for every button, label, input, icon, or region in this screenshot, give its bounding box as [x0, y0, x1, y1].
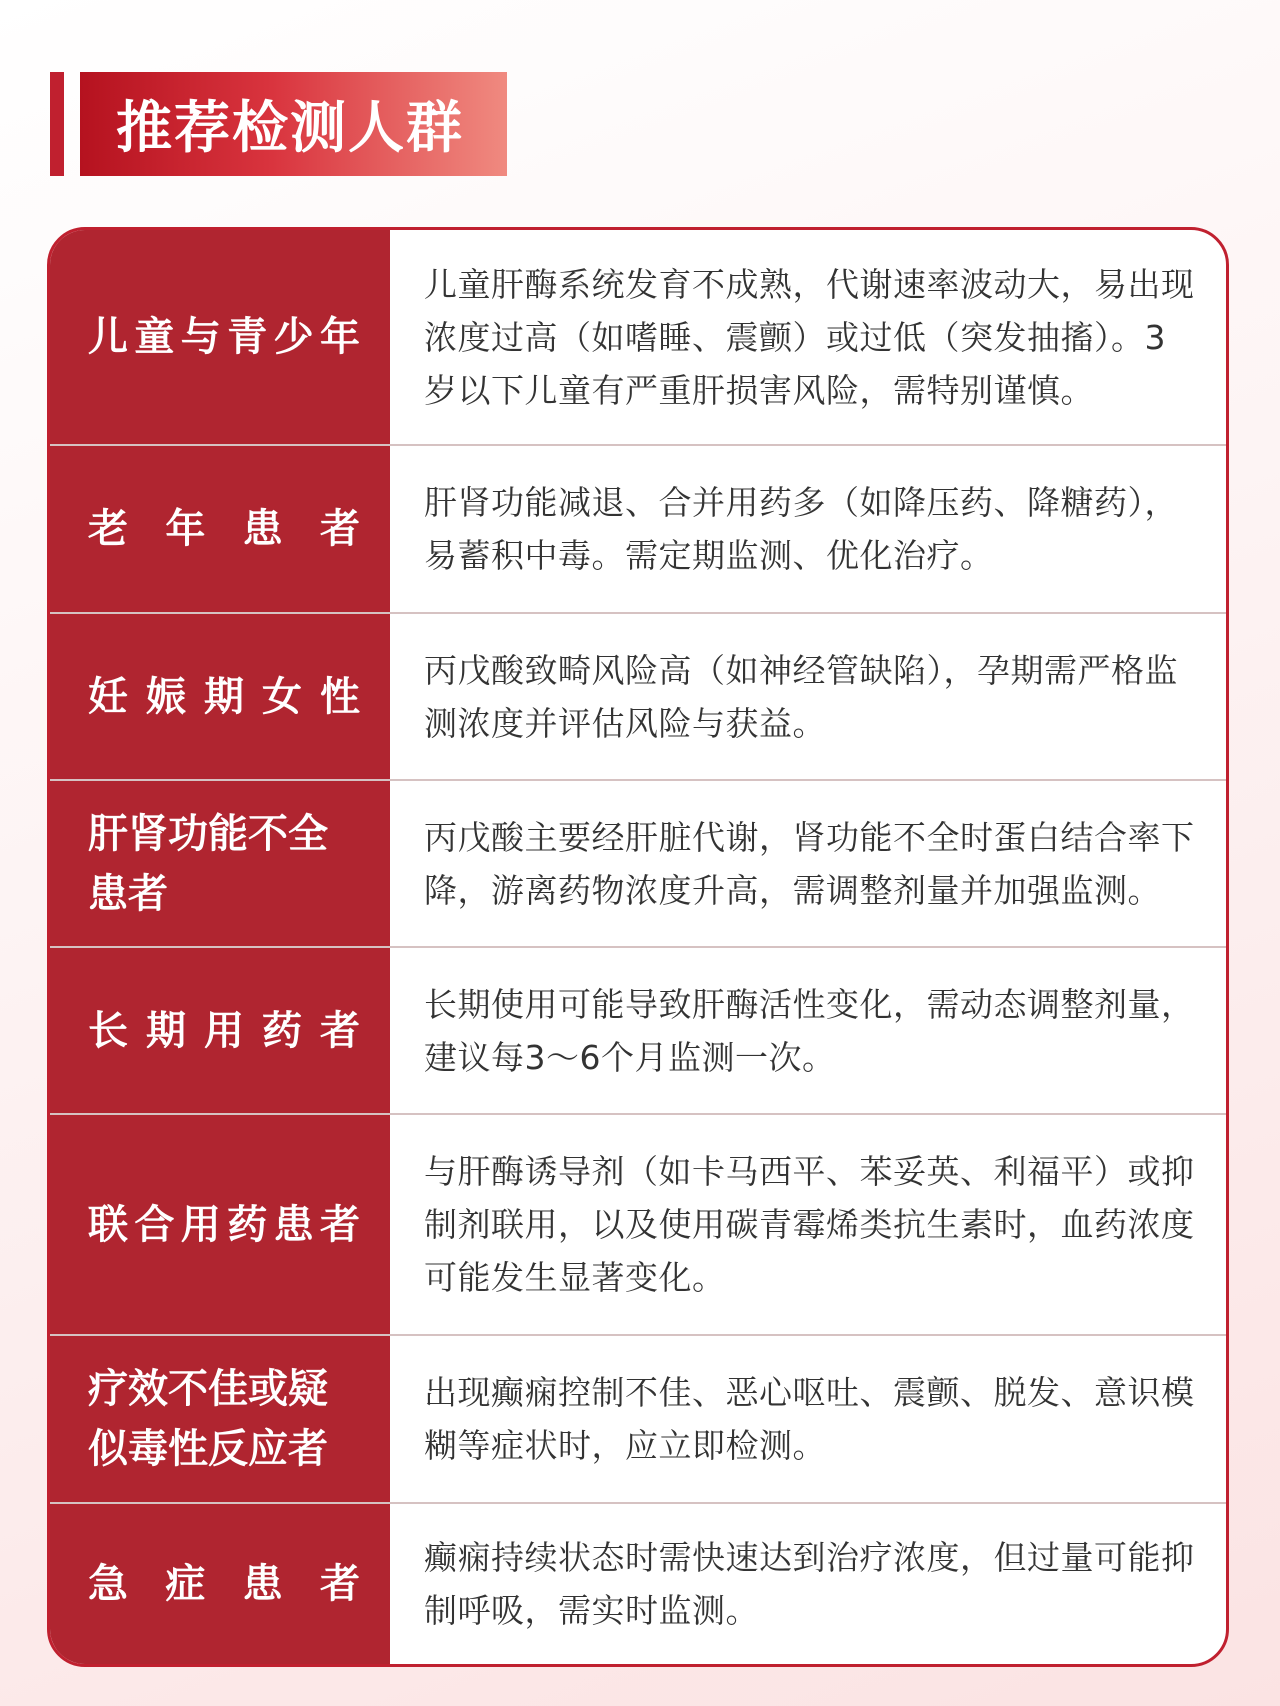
description-cell [390, 1115, 1226, 1334]
description-cell [390, 1336, 1226, 1502]
group-cell [50, 1115, 390, 1334]
group-label: 疗效不佳或疑似毒性反应者 [88, 1366, 328, 1472]
group-label: 联合用药患者 [88, 1201, 360, 1248]
group-cell [50, 1336, 390, 1502]
group-cell [50, 1504, 390, 1664]
group-cell [50, 446, 390, 612]
group-description: 出现癫痫控制不佳、恶心呕吐、震颤、脱发、意识模糊等症状时，应立即检测。 [424, 1373, 1195, 1465]
group-description: 丙戊酸主要经肝脏代谢，肾功能不全时蛋白结合率下降，游离药物浓度升高，需调整剂量并加强监测。 [424, 817, 1195, 910]
header-banner [80, 72, 507, 176]
group-cell [50, 948, 390, 1113]
group-label: 儿童与青少年 [88, 314, 360, 360]
description-cell [390, 230, 1226, 444]
table-row-children [50, 230, 1226, 444]
table-row-liver-kidney [50, 779, 1226, 946]
description-cell [390, 614, 1226, 779]
group-cell [50, 230, 390, 444]
group-description: 丙戊酸致畸风险高（如神经管缺陷），孕期需严格监测浓度并评估风险与获益。 [424, 650, 1178, 743]
description-cell [390, 1504, 1226, 1664]
group-description: 儿童肝酶系统发育不成熟，代谢速率波动大，易出现浓度过高（如嗜睡、震颤）或过低（突发抽搐）。3岁以下儿童有严重肝损害风险，需特别谨慎。 [424, 264, 1195, 410]
header-accent-bar [50, 72, 64, 176]
page-title: 推荐检测人群 [116, 96, 464, 161]
table-row-combination [50, 1113, 1226, 1334]
description-cell [390, 781, 1226, 946]
group-cell [50, 614, 390, 779]
table-row-pregnant [50, 612, 1226, 779]
group-description: 长期使用可能导致肝酶活性变化，需动态调整剂量，建议每3～6个月监测一次。 [424, 984, 1195, 1077]
group-label: 长期用药者 [88, 1007, 360, 1054]
group-cell [50, 781, 390, 946]
description-cell [390, 948, 1226, 1113]
table-row-poor-efficacy [50, 1334, 1226, 1502]
group-label: 妊娠期女性 [88, 673, 360, 720]
table-row-long-term [50, 946, 1226, 1113]
group-description: 肝肾功能减退、合并用药多（如降压药、降糖药），易蓄积中毒。需定期监测、优化治疗。 [424, 483, 1178, 575]
group-label: 肝肾功能不全患者 [88, 810, 328, 917]
table-row-emergency [50, 1502, 1226, 1664]
group-description: 与肝酶诱导剂（如卡马西平、苯妥英、利福平）或抑制剂联用，以及使用碳青霉烯类抗生素时，血药浓度可能发生显著变化。 [424, 1152, 1195, 1297]
group-label: 急症患者 [88, 1561, 360, 1607]
table-row-elderly [50, 444, 1226, 612]
description-cell [390, 446, 1226, 612]
recommended-groups-table [47, 227, 1229, 1667]
group-label: 老年患者 [88, 506, 360, 552]
group-description: 癫痫持续状态时需快速达到治疗浓度，但过量可能抑制呼吸，需实时监测。 [424, 1538, 1195, 1630]
